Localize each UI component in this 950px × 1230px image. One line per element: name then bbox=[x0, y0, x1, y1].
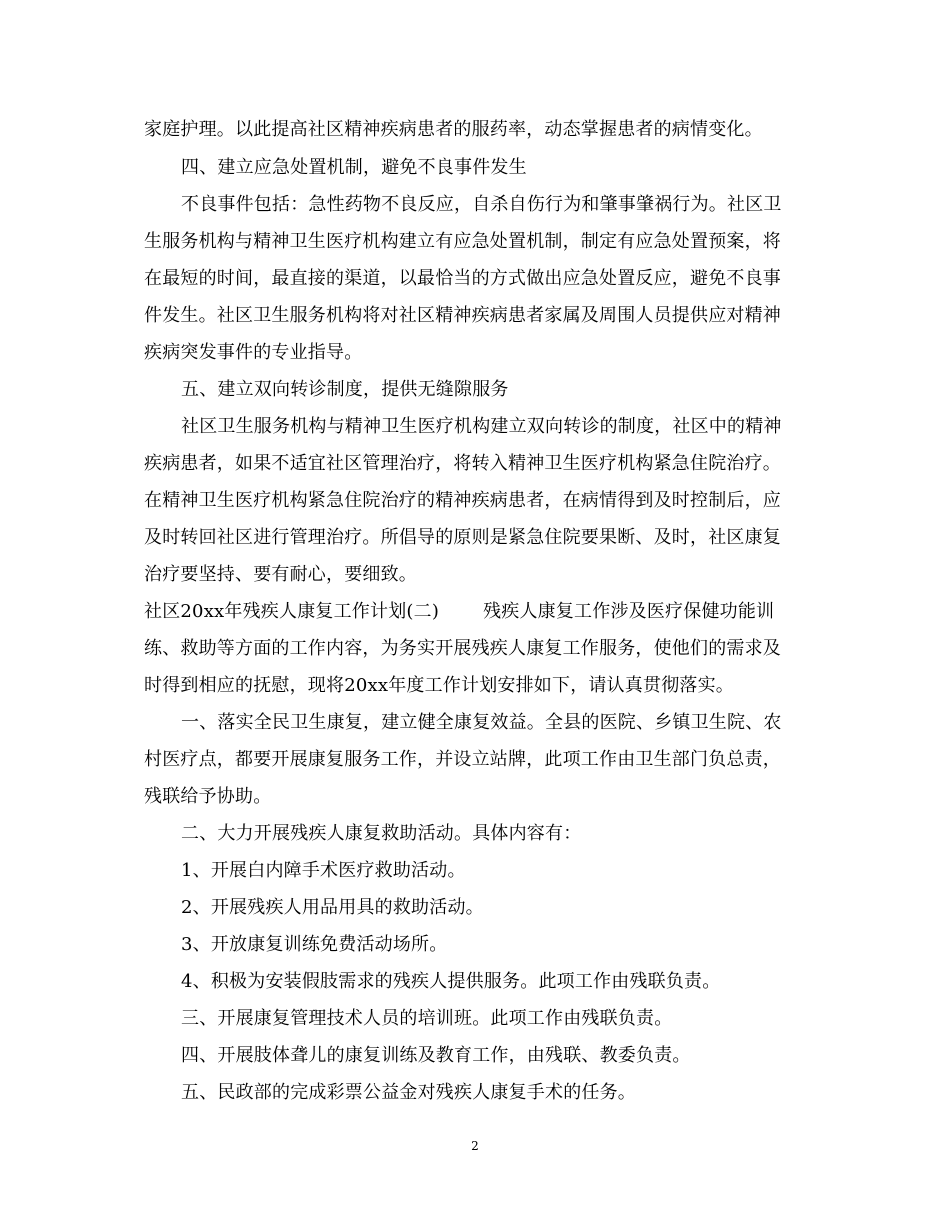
list-item: 3、开放康复训练免费活动场所。 bbox=[181, 934, 448, 955]
paragraph-line: 疾病突发事件的专业指导。 bbox=[144, 342, 363, 363]
paragraph-line: 社区卫生服务机构与精神卫生医疗机构建立双向转诊的制度，社区中的精神 bbox=[181, 416, 782, 437]
list-item: 1、开展白内障手术医疗救助活动。 bbox=[181, 860, 466, 881]
plan-title: 社区20xx年残疾人康复工作计划(二) bbox=[144, 601, 440, 622]
paragraph-line: 五、民政部的完成彩票公益金对残疾人康复手术的任务。 bbox=[181, 1082, 636, 1103]
paragraph-line: 三、开展康复管理技术人员的培训班。此项工作由残联负责。 bbox=[181, 1008, 673, 1029]
section-heading: 四、建立应急处置机制，避免不良事件发生 bbox=[181, 157, 527, 178]
paragraph-line: 生服务机构与精神卫生医疗机构建立有应急处置机制，制定有应急处置预案，将 bbox=[144, 231, 781, 252]
paragraph-line: 治疗要坚持、要有耐心，要细致。 bbox=[144, 564, 417, 585]
paragraph-line: 不良事件包括：急性药物不良反应，自杀自伤行为和肇事肇祸行为。社区卫 bbox=[181, 194, 782, 215]
paragraph-line: 一、落实全民卫生康复，建立健全康复效益。全县的医院、乡镇卫生院、农 bbox=[181, 712, 782, 733]
page-number: 2 bbox=[471, 1139, 479, 1153]
paragraph-line: 村医疗点，都要开展康复服务工作，并设立站牌，此项工作由卫生部门负总责， bbox=[144, 749, 781, 770]
paragraph-line: 练、救助等方面的工作内容，为务实开展残疾人康复工作服务，使他们的需求及 bbox=[144, 638, 781, 659]
paragraph-line: 二、大力开展残疾人康复救助活动。具体内容有： bbox=[181, 823, 582, 844]
paragraph-line: 及时转回社区进行管理治疗。所倡导的原则是紧急住院要果断、及时，社区康复 bbox=[144, 527, 781, 548]
plan-intro: 残疾人康复工作涉及医疗保健功能训 bbox=[483, 601, 775, 622]
list-item: 4、积极为安装假肢需求的残疾人提供服务。此项工作由残联负责。 bbox=[181, 971, 721, 992]
paragraph-line: 疾病患者，如果不适宜社区管理治疗，将转入精神卫生医疗机构紧急住院治疗。 bbox=[144, 453, 781, 474]
plan-title-line bbox=[144, 600, 814, 624]
paragraph-line: 时得到相应的抚慰，现将20xx年度工作计划安排如下，请认真贯彻落实。 bbox=[144, 675, 735, 696]
paragraph-line: 四、开展肢体聋儿的康复训练及教育工作，由残联、教委负责。 bbox=[181, 1045, 691, 1066]
list-item: 2、开展残疾人用品用具的救助活动。 bbox=[181, 897, 484, 918]
paragraph-line: 在精神卫生医疗机构紧急住院治疗的精神疾病患者，在病情得到及时控制后，应 bbox=[144, 490, 781, 511]
paragraph-line: 件发生。社区卫生服务机构将对社区精神疾病患者家属及周围人员提供应对精神 bbox=[144, 305, 781, 326]
paragraph-line: 在最短的时间，最直接的渠道，以最恰当的方式做出应急处置反应，避免不良事 bbox=[144, 268, 781, 289]
section-heading: 五、建立双向转诊制度，提供无缝隙服务 bbox=[181, 379, 509, 400]
paragraph-line: 家庭护理。以此提高社区精神疾病患者的服药率，动态掌握患者的病情变化。 bbox=[144, 119, 763, 140]
paragraph-line: 残联给予协助。 bbox=[144, 786, 272, 807]
